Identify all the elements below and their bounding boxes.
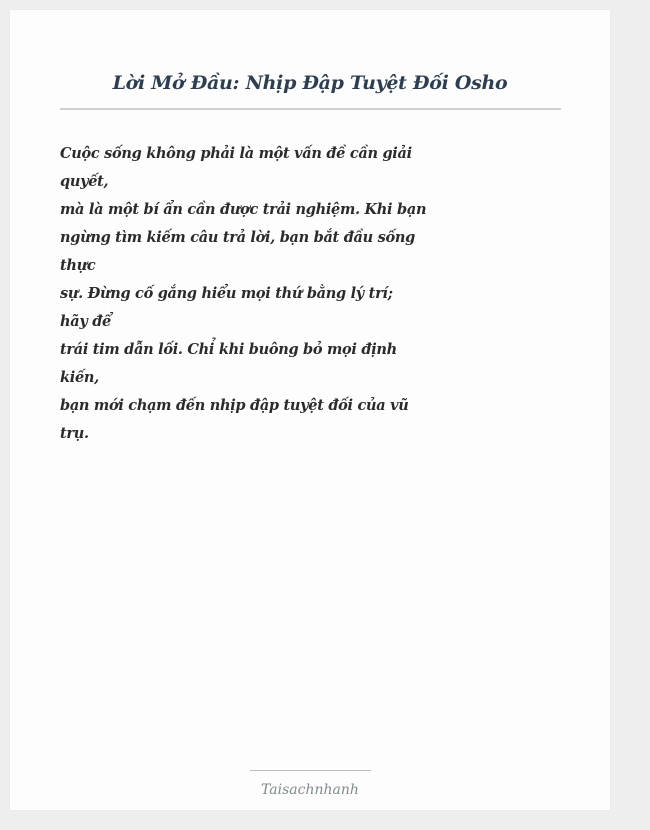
footer-divider — [250, 770, 371, 771]
text-line: bạn mới chạm đến nhịp đập tuyệt đối của vũ — [60, 397, 409, 414]
text-line: sự. Đừng cố gắng hiểu mọi thứ bằng lý trí; — [60, 285, 393, 302]
text-line: trụ. — [60, 425, 89, 442]
text-line: mà là một bí ẩn cần được trải nghiệm. Khi bạn — [60, 201, 427, 218]
footer-brand: Taisachnhanh — [261, 782, 359, 798]
title-divider — [60, 108, 561, 110]
document-page — [10, 10, 610, 810]
text-line: kiến, — [60, 369, 99, 386]
text-line: quyết, — [60, 173, 109, 190]
text-line: ngừng tìm kiếm câu trả lời, bạn bắt đầu sống — [60, 229, 415, 246]
text-line: trái tim dẫn lối. Chỉ khi buông bỏ mọi định — [60, 341, 397, 358]
text-line: hãy để — [60, 313, 111, 330]
body-text — [60, 140, 427, 448]
text-line: Cuộc sống không phải là một vấn đề cần giải — [60, 145, 412, 162]
page-title: Lời Mở Đầu: Nhịp Đập Tuyệt Đối Osho — [112, 72, 508, 94]
text-line: thực — [60, 257, 96, 274]
